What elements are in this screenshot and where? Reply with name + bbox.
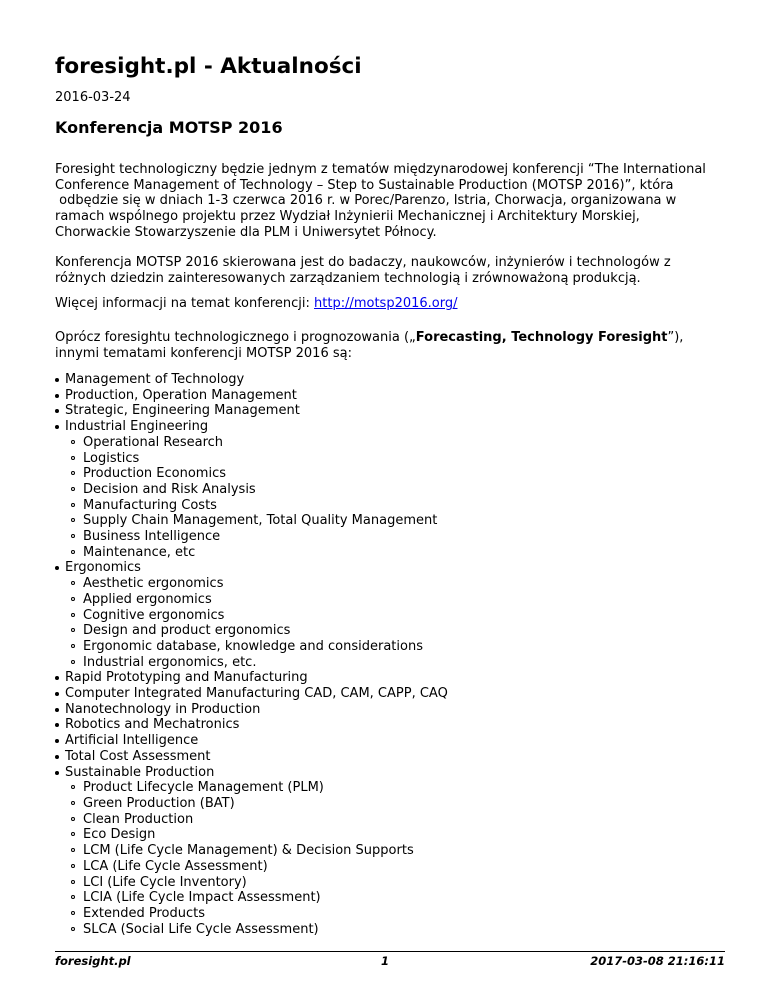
topic-label: Computer Integrated Manufacturing CAD, CAM, CAPP, CAQ [65, 686, 448, 702]
paragraph-topics-intro [55, 330, 725, 361]
topic-label: Strategic, Engineering Management [65, 403, 300, 419]
topics-intro-before: Oprócz foresightu technologicznego i prognozowania („ [55, 330, 416, 345]
subtopic-item: LCI (Life Cycle Inventory) [65, 875, 448, 891]
topic-label: Management of Technology [65, 372, 245, 387]
topic-item [55, 702, 448, 718]
topic-item [55, 733, 448, 749]
topic-label: Total Cost Assessment [65, 748, 211, 764]
subtopic-item: Production Economics [65, 466, 448, 482]
subtopic-item: Extended Products [65, 906, 448, 922]
topic-item [55, 686, 448, 702]
topics-intro-line [55, 330, 725, 346]
more-info-label: Więcej informacji na temat konferencji: [55, 296, 315, 311]
topics-intro-line: innymi tematami konferencji MOTSP 2016 są: [55, 345, 352, 361]
subtopic-item: SLCA (Social Life Cycle Assessment) [65, 922, 448, 938]
footer-divider [55, 951, 725, 952]
subtopic-item: Aesthetic ergonomics [65, 576, 448, 592]
topics-intro-bold: Forecasting, Technology Foresight [415, 330, 668, 345]
paragraph-line: różnych dziedzin zainteresowanych zarządzaniem technologią i zrównoważoną produkcją. [55, 270, 641, 286]
subtopic-item: Ergonomic database, knowledge and considerations [65, 639, 448, 655]
topic-item [55, 403, 448, 419]
topic-item [55, 670, 448, 686]
subtopic-item: Industrial ergonomics, etc. [65, 655, 448, 671]
footer-site: foresight.pl [55, 954, 131, 968]
paragraph-line: Foresight technologiczny będzie jednym z tematów międzynarodowej konferencji “The International [55, 162, 706, 177]
topics-list [55, 372, 448, 937]
paragraph-audience [55, 255, 725, 286]
topic-label: Rapid Prototyping and Manufacturing [65, 670, 308, 686]
paragraph-line: odbędzie się w dniach 1-3 czerwca 2016 r. w Porec/Parenzo, Istria, Chorwacja, organizowana w [55, 193, 677, 209]
subtopic-item: Eco Design [65, 827, 448, 843]
topic-item [55, 765, 448, 938]
subtopic-item: Supply Chain Management, Total Quality Management [65, 513, 448, 529]
subtopic-item: Applied ergonomics [65, 592, 448, 608]
paragraph-line: Chorwackie Stowarzyszenie dla PLM i Uniwersytet Północy. [55, 224, 437, 240]
subtopic-item: LCA (Life Cycle Assessment) [65, 859, 448, 875]
paragraph-intro [55, 162, 725, 241]
topic-item [55, 749, 448, 765]
conference-website-link[interactable]: http://motsp2016.org/ [314, 296, 458, 311]
post-title: Konferencja MOTSP 2016 [55, 118, 283, 137]
paragraph-more-info [55, 296, 725, 312]
topic-label: Ergonomics [65, 560, 141, 576]
subtopics-list [65, 435, 448, 561]
subtopic-item: LCM (Life Cycle Management) & Decision Supports [65, 843, 448, 859]
topic-item [55, 419, 448, 560]
topics-intro-after: ”), [667, 330, 684, 345]
subtopics-list [65, 780, 448, 937]
subtopic-item: LCIA (Life Cycle Impact Assessment) [65, 890, 448, 906]
topic-item [55, 717, 448, 733]
site-title: foresight.pl - Aktualności [55, 54, 362, 79]
topic-label: Sustainable Production [65, 764, 215, 780]
topic-label: Nanotechnology in Production [65, 701, 261, 717]
subtopics-list [65, 576, 448, 670]
subtopic-item: Business Intelligence [65, 529, 448, 545]
subtopic-item: Design and product ergonomics [65, 623, 448, 639]
subtopic-item: Clean Production [65, 812, 448, 828]
topic-label: Artificial Intelligence [65, 733, 199, 749]
subtopic-item: Cognitive ergonomics [65, 608, 448, 624]
topic-item [55, 388, 448, 404]
subtopic-item: Decision and Risk Analysis [65, 482, 448, 498]
topic-label: Industrial Engineering [65, 419, 209, 435]
topic-label: Production, Operation Management [65, 387, 297, 403]
post-date: 2016-03-24 [55, 90, 131, 105]
footer-timestamp: 2017-03-08 21:16:11 [590, 954, 725, 968]
subtopic-item: Logistics [65, 451, 448, 467]
paragraph-line: Konferencja MOTSP 2016 skierowana jest do badaczy, naukowców, inżynierów i technologów z [55, 255, 671, 270]
subtopic-item: Product Lifecycle Management (PLM) [65, 780, 448, 796]
topic-item [55, 560, 448, 670]
topic-item [55, 372, 448, 388]
subtopic-item: Manufacturing Costs [65, 498, 448, 514]
paragraph-line: ramach wspólnego projektu przez Wydział Inżynierii Mechanicznej i Architektury Morskiej, [55, 209, 640, 225]
subtopic-item: Operational Research [65, 435, 448, 451]
footer-page-number: 1 [381, 954, 390, 968]
paragraph-line: Conference Management of Technology – Step to Sustainable Production (MOTSP 2016)”, która [55, 177, 674, 193]
subtopic-item: Maintenance, etc [65, 545, 448, 561]
topic-label: Robotics and Mechatronics [65, 717, 240, 733]
subtopic-item: Green Production (BAT) [65, 796, 448, 812]
page-footer [55, 953, 725, 969]
